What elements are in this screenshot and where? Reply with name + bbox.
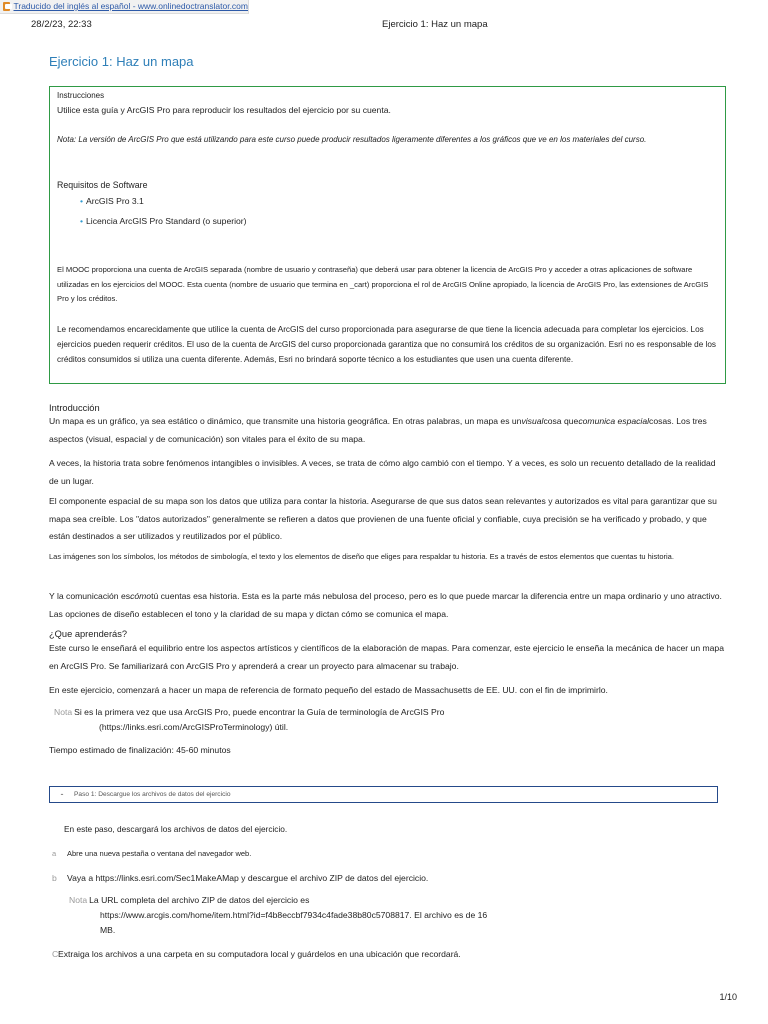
estimated-time: Tiempo estimado de finalización: 45-60 minutos bbox=[49, 745, 231, 755]
intro-paragraph-1: Un mapa es un gráfico, ya sea estático o dinámico, que transmite una historia geográfica. En otras palabras, un mapa es unvisualcosa quecomunica espacialcosas. Los tres aspectos (visual, espacial y de comunicación) son vitales para el éxito de su mapa. bbox=[49, 416, 707, 444]
mooc-paragraph: El MOOC proporciona una cuenta de ArcGIS separada (nombre de usuario y contraseña) que deberá usar para obtener la licencia de ArcGIS Pro y acceder a otras aplicaciones de software utilizadas en los ejercicios del MOOC. Esta cuenta (nombre de usuario que termina en _cart) proporciona el rol de ArcGIS Online apropiado, la licencia de ArcGIS Pro, las extensiones de ArcGIS Pro y los créditos. bbox=[57, 265, 709, 304]
instructions-line: Utilice esta guía y ArcGIS Pro para reproducir los resultados del ejercicio por su cuenta. bbox=[57, 105, 391, 115]
intro-paragraph-4: Las imágenes son los símbolos, los métodos de simbología, el texto y los elementos de diseño que eliges para respaldar tu historia. Es a través de estos elementos que cuentas tu historia. bbox=[49, 552, 674, 561]
step-1-intro: En este paso, descargará los archivos de datos del ejercicio. bbox=[64, 824, 288, 834]
software-heading: Requisitos de Software bbox=[57, 180, 148, 190]
learn-paragraph-2: En este ejercicio, comenzará a hacer un mapa de referencia de formato pequeño del estado de Massachusetts de EE. UU. con el fin de imprimirlo. bbox=[49, 685, 608, 695]
terminology-link[interactable]: (https://links.esri.com/ArcGISProTerminology) útil. bbox=[99, 722, 289, 732]
recommend-paragraph: Le recomendamos encarecidamente que utilice la cuenta de ArcGIS del curso proporcionada para asegurarse de que tiene la licencia adecuada para completar los ejercicios. Los ejercicios pueden requerir créditos. El uso de la cuenta de ArcGIS del curso proporcionada garantiza que no consumirá los créditos de su organización. Esri no es responsable de los créditos consumidos si utiliza una cuenta diferente. Además, Esri no brindará soporte técnico a los estudiantes que usen una cuenta diferente. bbox=[57, 325, 717, 364]
step-note: Nota La URL completa del archivo ZIP de datos del ejercicio es https://www.arcgis.com/home/item.html?id=f4b8eccbf7934c4fade38b80c5708817. El archivo es de 16 MB. bbox=[69, 893, 745, 938]
note-label: Nota bbox=[69, 895, 88, 905]
step-item-label: b bbox=[52, 873, 57, 883]
bullet-icon: • bbox=[80, 196, 84, 206]
step-item: CExtraiga los archivos a una carpeta en su computadora local y guárdelos en una ubicación que recordará. bbox=[52, 946, 728, 964]
collapse-icon[interactable]: - bbox=[60, 789, 64, 799]
translate-icon bbox=[3, 2, 10, 11]
step-item: a Abre una nueva pestaña o ventana del navegador web. bbox=[52, 847, 728, 861]
software-item: • ArcGIS Pro 3.1 bbox=[80, 196, 144, 206]
step-1-title: Paso 1: Descargue los archivos de datos del ejercicio bbox=[74, 791, 231, 798]
translator-banner[interactable] bbox=[0, 0, 249, 14]
translator-link[interactable]: Traducido del inglés al español - www.onlinedoctranslator.com bbox=[13, 1, 248, 11]
intro-paragraph-2: A veces, la historia trata sobre fenómenos intangibles o invisibles. A veces, se trata de cómo algo cambió con el tiempo. Y a veces, es solo un recuento detallado de la realidad de un lugar. bbox=[49, 458, 716, 486]
step-item: b Vaya a https://links.esri.com/Sec1MakeAMap y descargue el archivo ZIP de datos del ejercicio. bbox=[52, 870, 728, 888]
instructions-box bbox=[49, 86, 726, 384]
note-label: Nota bbox=[54, 707, 73, 717]
learn-note: Nota Si es la primera vez que usa ArcGIS Pro, puede encontrar la Guía de terminología de ArcGIS Pro (https://links.esri.com/ArcGISProTerminology) útil. bbox=[54, 705, 730, 735]
print-date: 28/2/23, 22:33 bbox=[31, 19, 92, 30]
learn-paragraph-1: Este curso le enseñará el equilibrio entre los aspectos artísticos y científicos de la elaboración de mapas. Para comenzar, este ejercicio le enseña la mecánica de hacer un mapa en ArcGIS Pro. Se familiarizará con ArcGIS Pro y aprenderá a crear un proyecto para almacenar su trabajo. bbox=[49, 643, 724, 671]
intro-paragraph-5: Y la comunicación escómotú cuentas esa historia. Esta es la parte más nebulosa del proceso, pero es lo que puede marcar la diferencia entre un mapa ordinario y uno atractivo. Las opciones de diseño establecen el tono y la claridad de su mapa y dictan cómo se comunica el mapa. bbox=[49, 591, 722, 619]
bullet-icon: • bbox=[80, 216, 84, 226]
software-item: • Licencia ArcGIS Pro Standard (o superior) bbox=[80, 216, 247, 226]
page-number: 1/10 bbox=[719, 992, 737, 1002]
intro-heading: Introducción bbox=[49, 403, 100, 413]
instructions-note: Nota: La versión de ArcGIS Pro que está utilizando para este curso puede producir resultados ligeramente diferentes a los gráficos que ve en los materiales del curso. bbox=[57, 135, 647, 144]
print-title: Ejercicio 1: Haz un mapa bbox=[382, 19, 488, 30]
step-1-header[interactable] bbox=[49, 786, 718, 803]
step-item-label: C bbox=[52, 949, 59, 959]
step-item-label: a bbox=[52, 849, 57, 858]
intro-paragraph-3: El componente espacial de su mapa son los datos que utiliza para contar la historia. Asegurarse de que sus datos sean relevantes y autorizados es vital para garantizar que su mapa sea creíble. Los "datos autorizados" generalmente se refieren a datos que provienen de una fuente oficial y confiable, cuya precisión se ha verificado y probado, y que están destinados a ser utilizados y reutilizados por el público. bbox=[49, 496, 717, 542]
page-title: Ejercicio 1: Haz un mapa bbox=[49, 54, 194, 69]
zip-url[interactable]: https://www.arcgis.com/home/item.html?id=f4b8eccbf7934c4fade38b80c5708817. El archivo es de 16 bbox=[100, 910, 488, 920]
learn-heading: ¿Que aprenderás? bbox=[49, 629, 128, 639]
instructions-heading: Instrucciones bbox=[57, 91, 105, 100]
